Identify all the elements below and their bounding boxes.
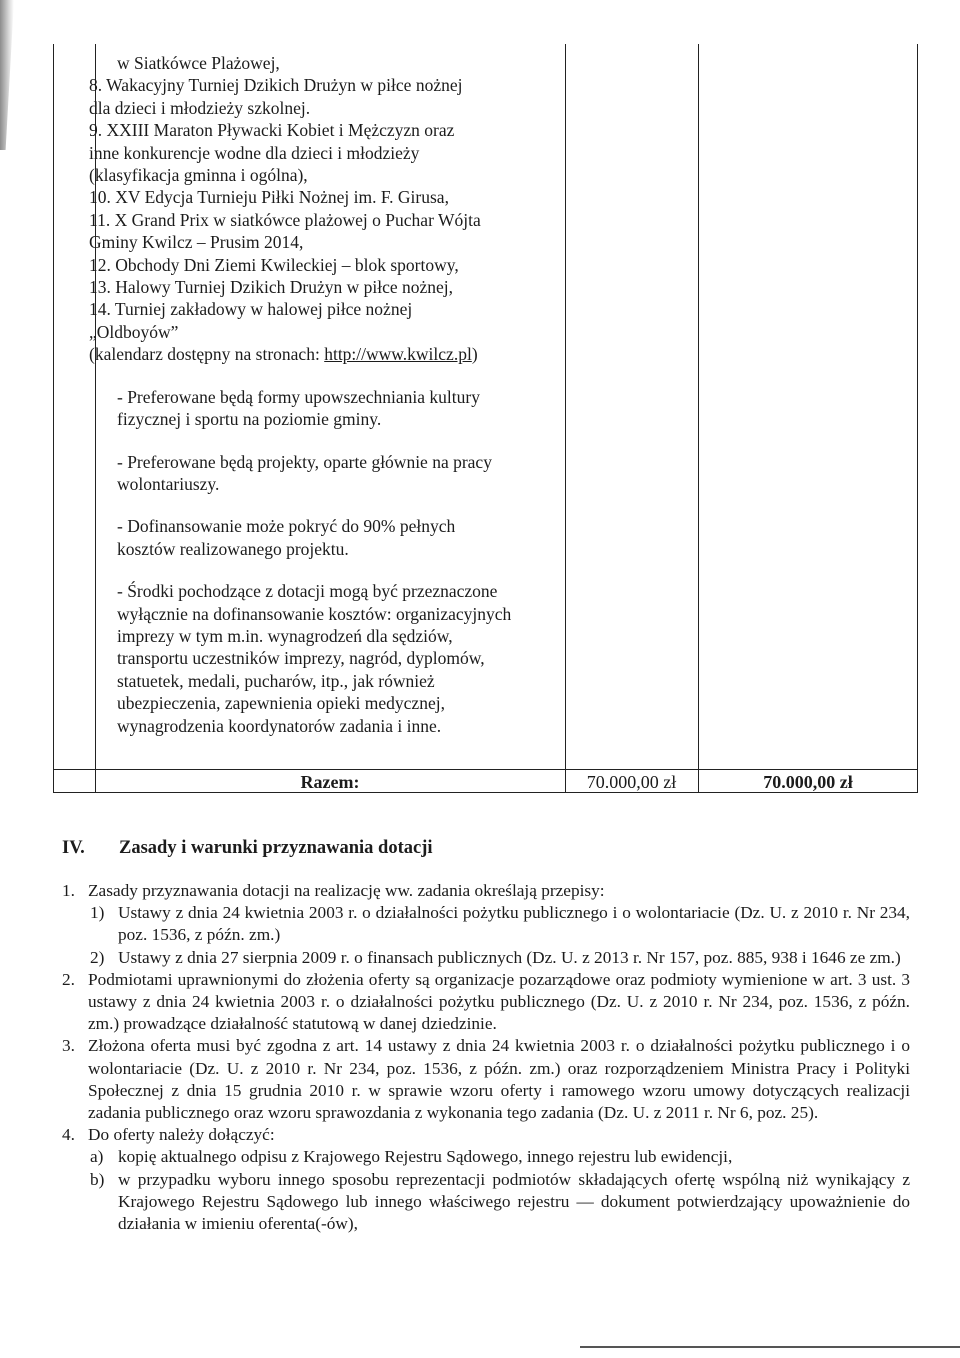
sub-item-text: Ustawy z dnia 24 kwietnia 2003 r. o działalności pożytku publicznego i o wolontariacie (Dz. U. z 2010 r. Nr 234, poz. 1536, z późn. zm.) <box>118 903 910 945</box>
list-item-text: Podmiotami uprawnionymi do złożenia oferty są organizacje pozarządowe oraz podmioty wymienione w art. 3 ust. 3 ustawy z dnia 24 kwietnia 2003 r. o działalności pożytku publicznego (Dz. U. z 2010 r. Nr 234, poz. 1536, z późn. zm.) prowadzące działalność statutową w danej dziedzinie. <box>88 969 910 1034</box>
sub-item-number: 2) <box>90 947 105 967</box>
section-title: Zasady i warunki przyznawania dotacji <box>119 838 433 858</box>
description-line: 13. Halowy Turniej Dzikich Drużyn w piłce nożnej, <box>89 277 454 298</box>
calendar-link[interactable]: http://www.kwilcz.pl <box>324 344 472 365</box>
description-line: 12. Obchody Dni Ziemi Kwileckiej – blok sportowy, <box>89 254 459 275</box>
paragraph-preferences-volunteers: - Preferowane będą projekty, oparte głównie na pracy wolontariuszy. <box>117 451 492 494</box>
description-line: (klasyfikacja gminna i ogólna), <box>89 165 308 186</box>
description-line: 11. X Grand Prix w siatkówce plażowej o Puchar Wójta <box>89 209 481 230</box>
list-item <box>62 1124 910 1235</box>
list-item <box>62 969 910 1036</box>
sub-list-item <box>62 947 910 969</box>
list-item-number: 4. <box>62 1125 75 1145</box>
table-row-divider <box>53 769 918 770</box>
list-item-number: 1. <box>62 881 75 900</box>
task-description-cell <box>89 52 555 737</box>
list-item <box>62 1035 910 1124</box>
list-item-number: 3. <box>62 1036 75 1056</box>
sub-item-text: w przypadku wyboru innego sposobu reprezentacji podmiotów składających ofertę wspólną niż wynikający z Krajowego Rejestru Sądowego lub innego właściwego rejestru — dokument potwierdzający upoważnienie do działania w imieniu oferenta(-ów), <box>118 1169 910 1234</box>
sub-list-item <box>62 1146 910 1168</box>
list-item-number: 2. <box>62 969 75 989</box>
section-heading <box>62 838 433 859</box>
scan-edge-shadow <box>0 0 14 150</box>
sub-item-text: Ustawy z dnia 27 sierpnia 2009 r. o finansach publicznych (Dz. U. z 2013 r. Nr 157, poz. 885, 938 i 1646 ze zm.) <box>118 947 901 967</box>
description-line: w Siatkówce Plażowej, <box>117 53 280 73</box>
sub-item-number: 1) <box>90 903 105 923</box>
list-item-text: Do oferty należy dołączyć: <box>88 1125 275 1145</box>
sub-list-item <box>62 902 910 946</box>
table-border-left <box>53 44 54 793</box>
paragraph-funding-share: - Dofinansowanie może pokryć do 90% pełnych kosztów realizowanego projektu. <box>117 516 456 559</box>
list-item-text: Złożona oferta musi być zgodna z art. 14 ustawy z dnia 24 kwietnia 2003 r. o działalności pożytku publicznego i o wolontariacie (Dz. U. z 2010 r. Nr 234, poz. 1536, z późn. zm.) oraz rozporządzeniem Ministra Pracy i Polityki Społecznej z dnia 15 grudnia 2010 r. w sprawie wzoru oferty i ramowego wzoru umowy dotyczących realizacji zadania publicznego oraz wzoru sprawozdania z wykonania tego zadania (Dz. U. z 2011 r. Nr 6, poz. 25). <box>88 1036 910 1123</box>
total-value-planned: 70.000,00 zł <box>586 772 677 792</box>
description-line: 14. Turniej zakładowy w halowej piłce nożnej <box>89 299 413 320</box>
list-item-text: Zasady przyznawania dotacji na realizację ww. zadania określają przepisy: <box>88 881 605 900</box>
section-number: IV. <box>62 838 85 858</box>
description-line: 10. XV Edycja Turnieju Piłki Nożnej im. F. Girusa, <box>89 187 449 208</box>
sub-item-text: kopię aktualnego odpisu z Krajowego Rejestru Sądowego, innego rejestru lub ewidencji, <box>118 1147 733 1167</box>
sub-list-item <box>62 1169 910 1236</box>
calendar-note: (kalendarz dostępny na stronach: http://www.kwilcz.pl) <box>89 344 478 365</box>
sub-item-number: b) <box>90 1169 105 1189</box>
page-bottom-rule <box>580 1346 960 1348</box>
description-line: Gminy Kwilcz – Prusim 2014, <box>89 232 304 253</box>
sub-item-number: a) <box>90 1147 104 1167</box>
total-label: Razem: <box>300 772 360 792</box>
description-line: „Oldboyów” <box>89 321 179 342</box>
description-line: 8. Wakacyjny Turniej Dzikich Drużyn w piłce nożnej <box>89 75 463 96</box>
table-column-divider <box>698 44 699 793</box>
paragraph-preferences-sport: - Preferowane będą formy upowszechniania kultury fizycznej i sportu na poziomie gminy. <box>117 386 480 430</box>
description-line: 9. XXIII Maraton Pływacki Kobiet i Mężczyzn oraz <box>89 120 455 141</box>
table-column-divider <box>565 44 566 793</box>
description-line: dla dzieci i młodzieży szkolnej. <box>89 97 311 118</box>
paragraph-eligible-costs: - Środki pochodzące z dotacji mogą być przeznaczone wyłącznie na dofinansowanie kosztów: organizacyjnych imprezy w tym m.in. wynagrodzeń dla sędziów, transportu uczestników imprezy, nagród, dyplomów, statuetek, medali, pucharów, itp., jak również ubezpieczenia, zapewnienia opieki medycznej, wynagrodzenia koordynatorów zadania i inne. <box>117 581 512 736</box>
list-item <box>62 880 910 969</box>
description-line: inne konkurencje wodne dla dzieci i młodzieży <box>89 142 420 163</box>
total-value-grand: 70.000,00 zł <box>763 772 853 792</box>
section-body <box>62 880 910 1235</box>
table-border-right <box>917 44 918 793</box>
